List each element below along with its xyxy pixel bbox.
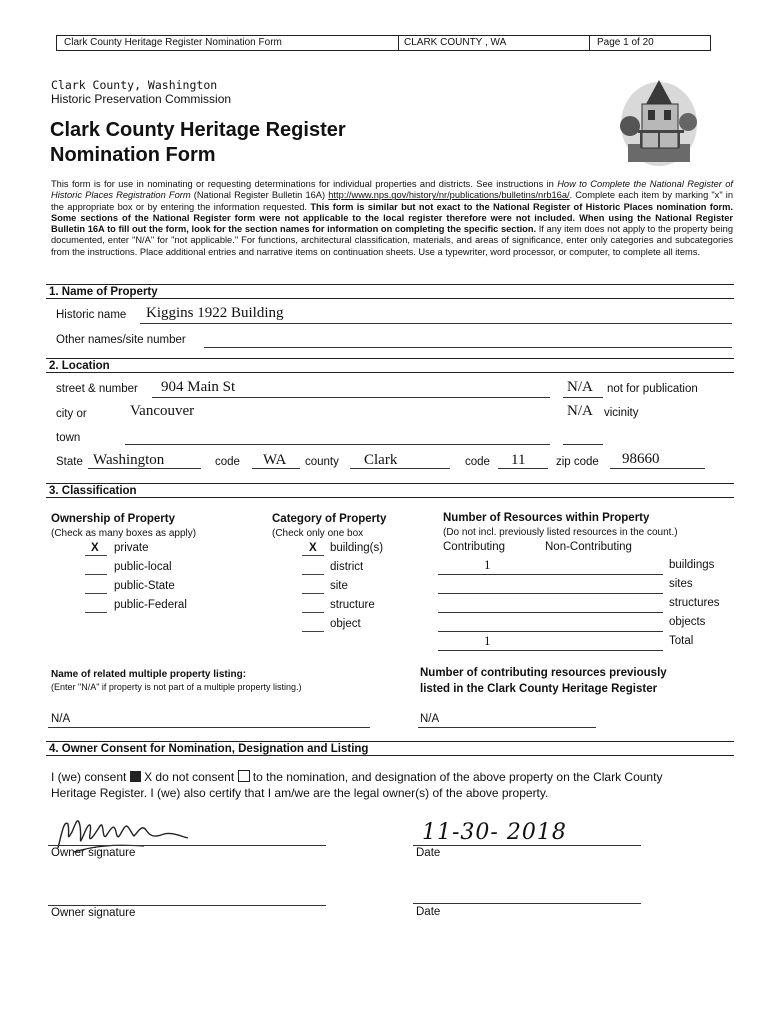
instructions-paragraph [51, 179, 733, 258]
contributing-count[interactable]: 1 [484, 633, 491, 648]
resource-type-label: objects [669, 616, 706, 628]
house-photo [618, 74, 700, 168]
county-code-value[interactable]: 11 [511, 452, 526, 468]
contributing-count[interactable]: 1 [484, 557, 491, 572]
resource-type-label: buildings [669, 559, 715, 571]
intro-text: This form is for use in nominating or requesting determinations for individual properties and districts. See instructions in [51, 179, 558, 189]
do-not-consent-label: do not consent [155, 770, 235, 784]
date-label-1: Date [416, 847, 441, 859]
prev-listed-title-2: listed in the Clark County Heritage Register [420, 683, 658, 695]
zip-value[interactable]: 98660 [622, 451, 660, 467]
ownership-mark[interactable]: X [91, 542, 99, 554]
ownership-checkbox-line [85, 574, 107, 575]
intro-text: (National Register Bulletin 16A) [190, 190, 329, 201]
section-3-heading: 3. Classification [46, 483, 734, 498]
consent-mark: X [144, 770, 153, 784]
do-not-consent-checkbox[interactable] [238, 770, 250, 782]
consent-text: to the nomination, and designation of the above property on the Clark County [252, 770, 663, 784]
header-form-name: Clark County Heritage Register Nomination Form [64, 37, 282, 48]
agency-county: Clark County, Washington [51, 78, 218, 92]
consent-line [51, 770, 662, 784]
ownership-title: Ownership of Property [51, 513, 175, 525]
state-line [88, 468, 201, 469]
mpl-line [48, 727, 370, 728]
ownership-checkbox-line [85, 555, 107, 556]
county-value[interactable]: Clark [364, 452, 398, 468]
intro-bold-note: This form is similar but not exact to the National Register of Historic Places nomination form. Some sections of the National Register form were not applicable to the local register therefore were not included. When using the National Register Bulletin 16A to fill out the form, look for the section names for information on completing the specific section. [51, 201, 733, 235]
ownership-checkbox-line [85, 593, 107, 594]
noncontributing-heading: Non-Contributing [545, 541, 632, 553]
city-value[interactable]: Vancouver [130, 403, 195, 419]
intro-guide-title: How to Complete the National Register of Historic Places Registration Form [51, 179, 734, 201]
category-checkbox-line [302, 612, 324, 613]
owner-signature-line-1 [48, 845, 326, 846]
form-title-line2: Nomination Form [50, 144, 216, 166]
category-option-label: site [330, 580, 348, 592]
street-line [152, 397, 550, 398]
resources-note: (Do not incl. previously listed resources in the count.) [443, 527, 678, 538]
resource-count-line [438, 593, 663, 594]
consent-certify-text: Heritage Register. I (we) also certify that I am/we are the legal owner(s) of the above property. [51, 786, 549, 800]
vicinity-value[interactable]: N/A [567, 403, 593, 419]
category-option-label: building(s) [330, 542, 384, 554]
resource-count-line [438, 574, 663, 575]
ownership-checkbox-line [85, 612, 107, 613]
owner-signature-label-2: Owner signature [51, 907, 136, 919]
owner-signature-line-2 [48, 905, 326, 906]
county-line [350, 468, 450, 469]
mpl-value[interactable]: N/A [51, 713, 71, 725]
header-divider [398, 36, 399, 50]
city-line [125, 444, 550, 445]
ownership-note: (Check as many boxes as apply) [51, 528, 197, 539]
category-checkbox-line [302, 631, 324, 632]
city-label: city or [56, 408, 87, 420]
ownership-option-label: public-Federal [114, 599, 187, 611]
prev-listed-title-1: Number of contributing resources previously [420, 667, 667, 679]
prev-listed-line [418, 727, 596, 728]
section-4-heading: 4. Owner Consent for Nomination, Designation and Listing [46, 741, 734, 756]
state-code-label: code [215, 456, 240, 468]
resources-title: Number of Resources within Property [443, 512, 650, 524]
date-line-2 [413, 903, 641, 904]
state-code-line [252, 468, 300, 469]
ownership-option-label: public-local [114, 561, 172, 573]
historic-name-line [140, 323, 732, 324]
street-label: street & number [56, 383, 138, 395]
state-label: State [56, 456, 83, 468]
header-divider [589, 36, 590, 50]
historic-name-value[interactable]: Kiggins 1922 Building [146, 305, 284, 321]
resource-type-label: structures [669, 597, 720, 609]
category-option-label: structure [330, 599, 375, 611]
county-label: county [305, 456, 339, 468]
not-for-publication-value[interactable]: N/A [567, 379, 593, 395]
ownership-option-label: public-State [114, 580, 175, 592]
other-names-label: Other names/site number [56, 334, 186, 346]
date-1-value[interactable]: 11-30- 2018 [422, 820, 567, 845]
mpl-note: (Enter "N/A" if property is not part of a multiple property listing.) [51, 682, 302, 692]
resource-type-label: Total [669, 635, 694, 647]
town-label: town [56, 432, 81, 444]
owner-signature-label-1: Owner signature [51, 847, 136, 859]
county-code-line [498, 468, 548, 469]
header-page: Page 1 of 20 [597, 37, 654, 48]
historic-name-label: Historic name [56, 309, 127, 321]
page-header [56, 35, 711, 51]
category-title: Category of Property [272, 513, 387, 525]
category-checkbox-line [302, 555, 324, 556]
state-value[interactable]: Washington [93, 452, 165, 468]
header-county: CLARK COUNTY , WA [404, 37, 507, 48]
street-value[interactable]: 904 Main St [161, 379, 236, 395]
zip-line [610, 468, 705, 469]
category-checkbox-line [302, 593, 324, 594]
category-option-label: object [330, 618, 361, 630]
agency-commission: Historic Preservation Commission [51, 92, 232, 106]
vicinity-line [563, 444, 603, 445]
state-code-value[interactable]: WA [263, 452, 287, 468]
consent-checkbox[interactable] [130, 771, 141, 782]
other-names-line [204, 347, 732, 348]
intro-text: If any item does not apply to the property being documented, enter "N/A" for "not applicable." For functions, architectural classification, materials, and areas of significance, enter only categories and subcategories from the instructions. Place additional entries and narrative items on continuation sheets. Use a typewriter, word processor, or computer, to complete all items. [51, 224, 733, 257]
county-code-label: code [465, 456, 490, 468]
vicinity-label: vicinity [604, 407, 639, 419]
consent-label: I (we) consent [51, 770, 127, 784]
resource-count-line [438, 612, 663, 613]
category-mark[interactable]: X [309, 542, 317, 554]
section-2-heading: 2. Location [46, 358, 734, 373]
section-1-heading: 1. Name of Property [46, 284, 734, 299]
zip-label: zip code [556, 456, 599, 468]
intro-text: . Complete each item by marking "x" in the appropriate box or by entering the information requested. [51, 190, 734, 212]
date-label-2: Date [416, 906, 441, 918]
contributing-heading: Contributing [443, 541, 506, 553]
ownership-option-label: private [114, 542, 149, 554]
bulletin-link[interactable]: http://www.nps.gov/history/nr/publications/bulletins/nrb16a/ [328, 190, 570, 201]
prev-listed-value[interactable]: N/A [420, 713, 440, 725]
category-option-label: district [330, 561, 364, 573]
resource-count-line [438, 631, 663, 632]
not-for-publication-label: not for publication [607, 383, 698, 395]
form-title-line1: Clark County Heritage Register [50, 119, 346, 141]
category-note: (Check only one box [272, 528, 364, 539]
resource-type-label: sites [669, 578, 693, 590]
date-line-1 [413, 845, 641, 846]
category-checkbox-line [302, 574, 324, 575]
mpl-title: Name of related multiple property listing: [51, 669, 247, 680]
resource-count-line [438, 650, 663, 651]
nfp-line [563, 397, 603, 398]
